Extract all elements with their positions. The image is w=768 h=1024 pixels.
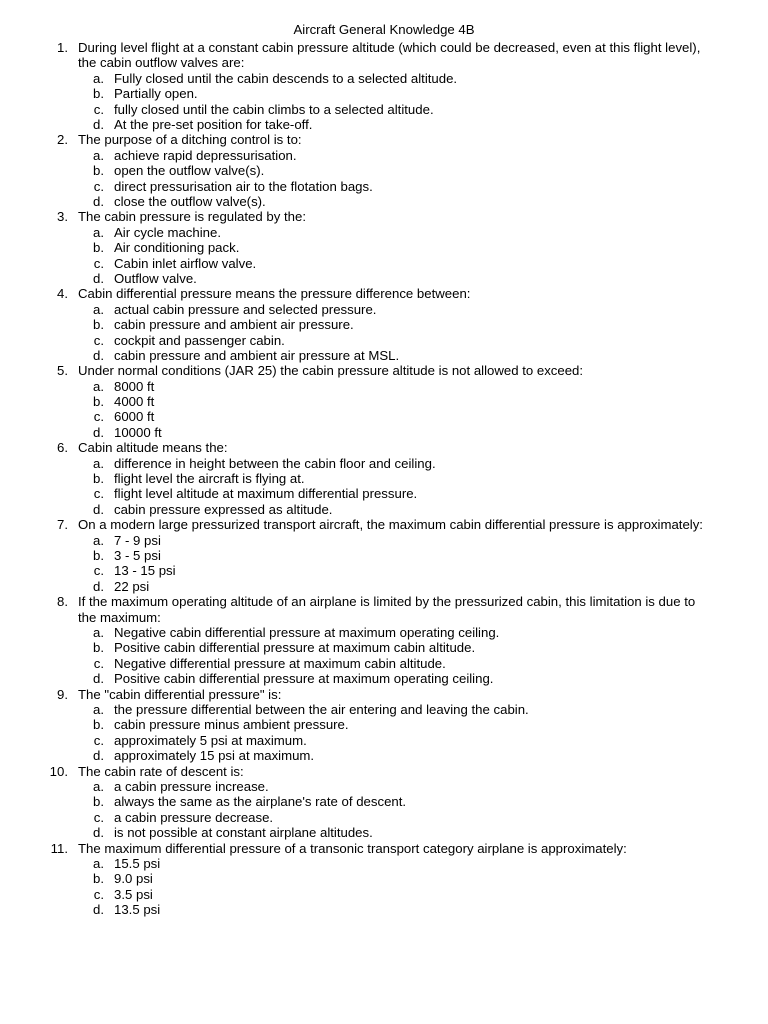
question-text: The "cabin differential pressure" is: <box>78 686 282 702</box>
answer-option <box>0 117 768 132</box>
answer-option <box>0 779 768 794</box>
option-letter: b. <box>93 640 104 656</box>
answer-option <box>0 502 768 517</box>
question-item <box>0 517 768 594</box>
answer-option <box>0 486 768 501</box>
answer-option <box>0 717 768 732</box>
answer-option <box>0 456 768 471</box>
option-letter: b. <box>93 794 104 810</box>
option-text: Fully closed until the cabin descends to a selected altitude. <box>114 70 458 86</box>
answer-option <box>0 333 768 348</box>
option-text: cabin pressure minus ambient pressure. <box>114 717 349 733</box>
option-letter: d. <box>93 193 104 209</box>
option-letter: c. <box>93 655 104 671</box>
question-number: 9. <box>57 686 68 702</box>
option-text: direct pressurisation air to the flotation bags. <box>114 178 373 194</box>
option-letter: d. <box>93 578 104 594</box>
option-text: always the same as the airplane's rate of descent. <box>114 794 407 810</box>
option-letter: b. <box>93 240 104 256</box>
answer-option <box>0 271 768 286</box>
question-list <box>0 40 768 917</box>
option-text: Negative cabin differential pressure at maximum operating ceiling. <box>114 625 500 640</box>
option-letter: b. <box>93 717 104 733</box>
answer-option <box>0 194 768 209</box>
answer-option <box>0 825 768 840</box>
option-text: Positive cabin differential pressure at maximum operating ceiling. <box>114 671 494 687</box>
option-text: cabin pressure expressed as altitude. <box>114 501 333 517</box>
question-text: The cabin pressure is regulated by the: <box>78 209 306 225</box>
question-item <box>0 594 768 686</box>
option-text: 6000 ft <box>114 409 155 425</box>
option-letter: a. <box>93 625 104 640</box>
question-text: The purpose of a ditching control is to: <box>78 132 302 148</box>
question-item <box>0 286 768 363</box>
option-text: approximately 15 psi at maximum. <box>114 748 315 764</box>
option-letter: a. <box>93 855 104 871</box>
option-letter: b. <box>93 317 104 333</box>
question-item <box>0 209 768 286</box>
option-letter: d. <box>93 902 104 918</box>
answer-option <box>0 71 768 86</box>
option-letter: d. <box>93 671 104 687</box>
option-letter: b. <box>93 86 104 102</box>
question-text: Cabin differential pressure means the pressure difference between: <box>78 286 471 302</box>
answer-option <box>0 656 768 671</box>
answer-option <box>0 563 768 578</box>
question-text: Cabin altitude means the: <box>78 440 228 456</box>
question-number: 2. <box>57 132 68 148</box>
option-letter: a. <box>93 455 104 471</box>
option-text: 15.5 psi <box>114 855 161 871</box>
question-text: During level flight at a constant cabin pressure altitude (which could be decreased, even at this flight level), the cabin outflow valves are: <box>78 40 701 71</box>
option-letter: d. <box>93 270 104 286</box>
option-text: 22 psi <box>114 578 150 594</box>
answer-option <box>0 425 768 440</box>
option-letter: a. <box>93 778 104 794</box>
option-letter: a. <box>93 147 104 163</box>
option-text: open the outflow valve(s). <box>114 163 265 179</box>
question-number: 8. <box>57 594 68 610</box>
answer-option <box>0 225 768 240</box>
question-item <box>0 764 768 841</box>
answer-option <box>0 102 768 117</box>
question-text: On a modern large pressurized transport aircraft, the maximum cabin differential pressure is approximately: <box>78 517 703 533</box>
option-text: At the pre-set position for take-off. <box>114 116 313 132</box>
option-text: Air conditioning pack. <box>114 240 240 256</box>
answer-option <box>0 671 768 686</box>
option-letter: c. <box>93 409 104 425</box>
option-letter: d. <box>93 501 104 517</box>
option-letter: a. <box>93 70 104 86</box>
question-text: The maximum differential pressure of a transonic transport category airplane is approximately: <box>78 840 627 856</box>
option-letter: c. <box>93 332 104 348</box>
option-letter: c. <box>93 486 104 502</box>
option-text: actual cabin pressure and selected pressure. <box>114 301 377 317</box>
answer-option <box>0 533 768 548</box>
option-letter: d. <box>93 347 104 363</box>
question-item <box>0 132 768 209</box>
option-text: a cabin pressure increase. <box>114 778 269 794</box>
answer-option <box>0 317 768 332</box>
option-text: Outflow valve. <box>114 270 197 286</box>
answer-option <box>0 702 768 717</box>
answer-option <box>0 148 768 163</box>
option-text: cabin pressure and ambient air pressure at MSL. <box>114 347 400 363</box>
answer-option <box>0 409 768 424</box>
answer-option <box>0 348 768 363</box>
question-number: 10. <box>49 763 68 779</box>
answer-option <box>0 748 768 763</box>
option-letter: c. <box>93 101 104 117</box>
option-letter: d. <box>93 424 104 440</box>
option-text: flight level the aircraft is flying at. <box>114 471 305 487</box>
answer-option <box>0 887 768 902</box>
option-text: Air cycle machine. <box>114 224 222 240</box>
question-number: 11. <box>50 840 68 856</box>
option-letter: a. <box>93 378 104 394</box>
question-item <box>0 363 768 440</box>
option-text: 13.5 psi <box>114 902 161 918</box>
answer-option <box>0 163 768 178</box>
answer-option <box>0 579 768 594</box>
option-letter: c. <box>93 732 104 748</box>
option-letter: b. <box>93 394 104 410</box>
question-text: If the maximum operating altitude of an airplane is limited by the pressurized cabin, this limitation is due to the maximum: <box>78 594 696 625</box>
option-letter: c. <box>93 255 104 271</box>
answer-option <box>0 548 768 563</box>
answer-option <box>0 640 768 655</box>
option-text: a cabin pressure decrease. <box>114 809 274 825</box>
answer-option <box>0 794 768 809</box>
option-text: 3.5 psi <box>114 886 153 902</box>
question-number: 3. <box>57 209 68 225</box>
question-item <box>0 841 768 918</box>
option-text: 9.0 psi <box>114 871 153 887</box>
option-letter: c. <box>93 178 104 194</box>
option-text: the pressure differential between the air entering and leaving the cabin. <box>114 701 529 717</box>
question-number: 1. <box>57 40 68 55</box>
option-text: difference in height between the cabin floor and ceiling. <box>114 455 436 471</box>
option-text: close the outflow valve(s). <box>114 193 266 209</box>
option-text: Negative differential pressure at maximum cabin altitude. <box>114 655 446 671</box>
option-text: fully closed until the cabin climbs to a selected altitude. <box>114 101 434 117</box>
answer-option <box>0 302 768 317</box>
question-text: The cabin rate of descent is: <box>78 763 244 779</box>
option-text: cabin pressure and ambient air pressure. <box>114 317 354 333</box>
question-number: 7. <box>57 517 68 533</box>
option-letter: a. <box>93 701 104 717</box>
option-text: achieve rapid depressurisation. <box>114 147 297 163</box>
option-text: 13 - 15 psi <box>114 563 176 579</box>
answer-option <box>0 471 768 486</box>
option-text: flight level altitude at maximum differential pressure. <box>114 486 418 502</box>
answer-option <box>0 810 768 825</box>
option-letter: d. <box>93 116 104 132</box>
option-letter: d. <box>93 825 104 841</box>
answer-option <box>0 86 768 101</box>
option-text: Cabin inlet airflow valve. <box>114 255 257 271</box>
question-item <box>0 687 768 764</box>
option-text: is not possible at constant airplane altitudes. <box>114 825 373 841</box>
option-text: 4000 ft <box>114 394 155 410</box>
option-text: cockpit and passenger cabin. <box>114 332 285 348</box>
answer-option <box>0 625 768 640</box>
option-letter: c. <box>93 886 104 902</box>
option-letter: c. <box>93 563 104 579</box>
document-title: Aircraft General Knowledge 4B <box>293 22 475 37</box>
option-letter: a. <box>93 301 104 317</box>
answer-option <box>0 902 768 917</box>
option-text: approximately 5 psi at maximum. <box>114 732 307 748</box>
answer-option <box>0 394 768 409</box>
question-item <box>0 440 768 517</box>
answer-option <box>0 856 768 871</box>
option-letter: a. <box>93 532 104 548</box>
option-letter: c. <box>93 809 104 825</box>
question-number: 5. <box>57 363 68 379</box>
answer-option <box>0 871 768 886</box>
option-text: 8000 ft <box>114 378 155 394</box>
option-letter: d. <box>93 748 104 764</box>
option-letter: b. <box>93 163 104 179</box>
option-text: 10000 ft <box>114 424 162 440</box>
question-number: 6. <box>57 440 68 456</box>
option-text: 7 - 9 psi <box>114 532 161 548</box>
question-number: 4. <box>57 286 68 302</box>
answer-option <box>0 256 768 271</box>
answer-option <box>0 733 768 748</box>
question-item <box>0 40 768 132</box>
option-letter: a. <box>93 224 104 240</box>
question-text: Under normal conditions (JAR 25) the cabin pressure altitude is not allowed to exceed: <box>78 363 584 379</box>
answer-option <box>0 179 768 194</box>
option-letter: b. <box>93 871 104 887</box>
answer-option <box>0 379 768 394</box>
option-text: 3 - 5 psi <box>114 548 161 564</box>
option-letter: b. <box>93 548 104 564</box>
option-text: Partially open. <box>114 86 198 102</box>
option-text: Positive cabin differential pressure at maximum cabin altitude. <box>114 640 476 656</box>
answer-option <box>0 240 768 255</box>
option-letter: b. <box>93 471 104 487</box>
